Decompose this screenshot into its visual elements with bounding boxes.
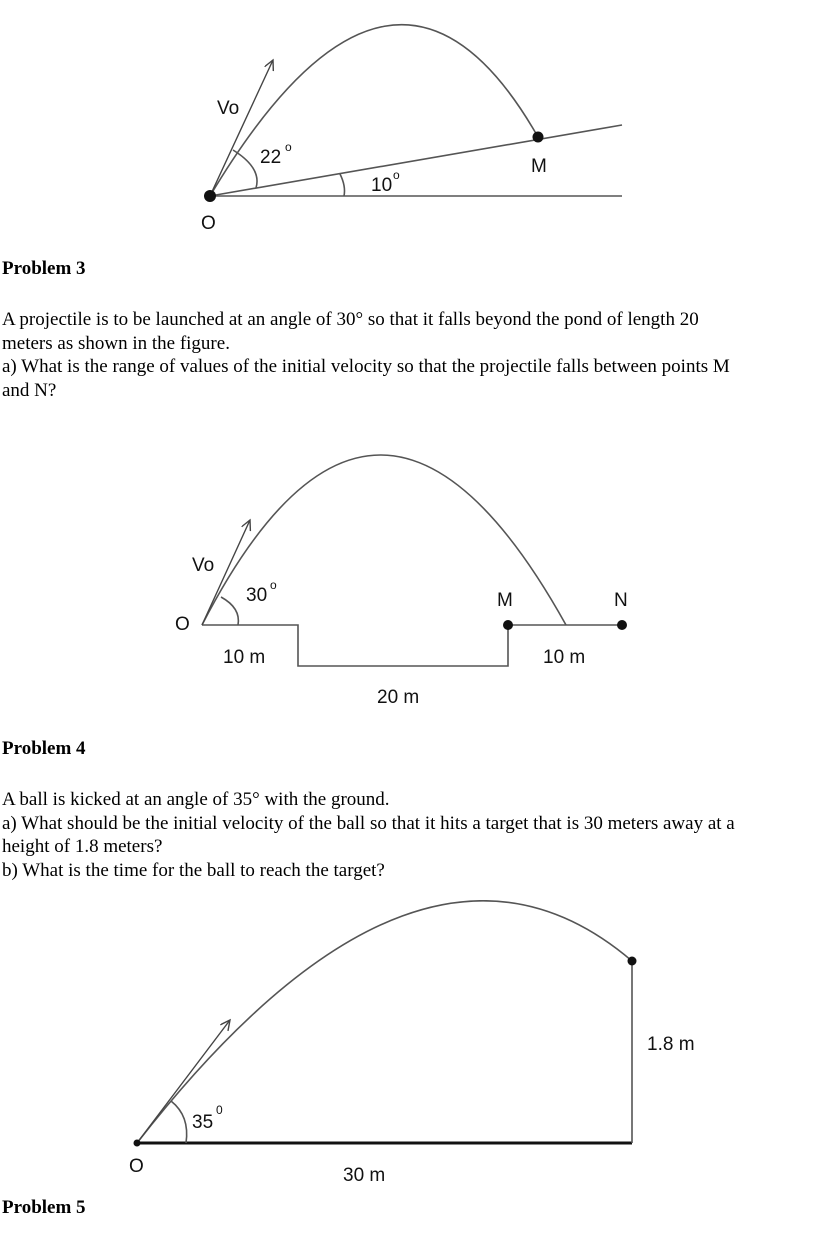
figure-incline-projectile [0,0,816,240]
angle-label-10: 10 [371,175,393,196]
problem-4-line-4: b) What is the time for the ball to reach the target? [2,859,385,881]
landing-point-m [533,132,544,143]
point-m-label: M [497,590,513,611]
problem-4-line-3: height of 1.8 meters? [2,836,163,857]
target-point [628,957,637,966]
v0-label: Vo [217,98,240,119]
v0-label: Vo [192,555,215,576]
origin-label: O [175,614,190,635]
problem-4-line-1: A ball is kicked at an angle of 35° with the ground. [2,789,390,810]
right-length-label: 10 m [543,647,586,668]
degree-mark-35: 0 [216,1103,223,1117]
problem-3-line-1: A projectile is to be launched at an angle of 30° so that it falls beyond the pond of length 20 [2,309,699,330]
trajectory-curve [137,901,632,1143]
velocity-arrow [210,60,273,196]
angle-arc-35 [171,1101,187,1143]
problem-4-line-2: a) What should be the initial velocity of the ball so that it hits a target that is 30 meters away at a [2,812,735,834]
degree-mark-10: o [393,168,400,182]
point-m-label: M [531,156,547,177]
launch-point [204,190,216,202]
point-m-marker [503,620,513,630]
velocity-arrow [137,1020,230,1143]
trajectory-curve [210,25,538,196]
angle-label-35: 35 [192,1112,214,1133]
angle-label-22: 22 [260,147,282,168]
degree-mark-30: o [270,578,277,592]
origin-label: O [201,213,216,234]
left-length-label: 10 m [223,647,266,668]
angle-arc-10 [340,174,345,196]
origin-label: O [129,1156,144,1177]
origin-point [134,1140,141,1147]
height-label: 1.8 m [647,1034,695,1055]
point-n-label: N [614,590,628,611]
degree-mark-22: o [285,140,292,154]
problem-3-line-3: a) What is the range of values of the initial velocity so that the projectile falls between points M [2,356,730,377]
problem-4-text [2,788,814,882]
angle-arc-22 [233,150,257,188]
pond-length-label: 20 m [377,687,420,708]
figure-pond-projectile [0,440,816,720]
problem-3-line-2: meters as shown in the figure. [2,332,230,354]
problem-5-heading: Problem 5 [2,1197,86,1218]
distance-label: 30 m [343,1165,386,1186]
problem-3-text [2,308,814,402]
angle-arc-30 [221,597,238,625]
figure-kick-target [0,900,816,1200]
problem-3-line-4: and N? [2,379,57,401]
angle-label-30: 30 [246,585,268,606]
problem-4-heading: Problem 4 [2,738,86,759]
problem-3-heading: Problem 3 [2,258,86,279]
point-n-marker [617,620,627,630]
